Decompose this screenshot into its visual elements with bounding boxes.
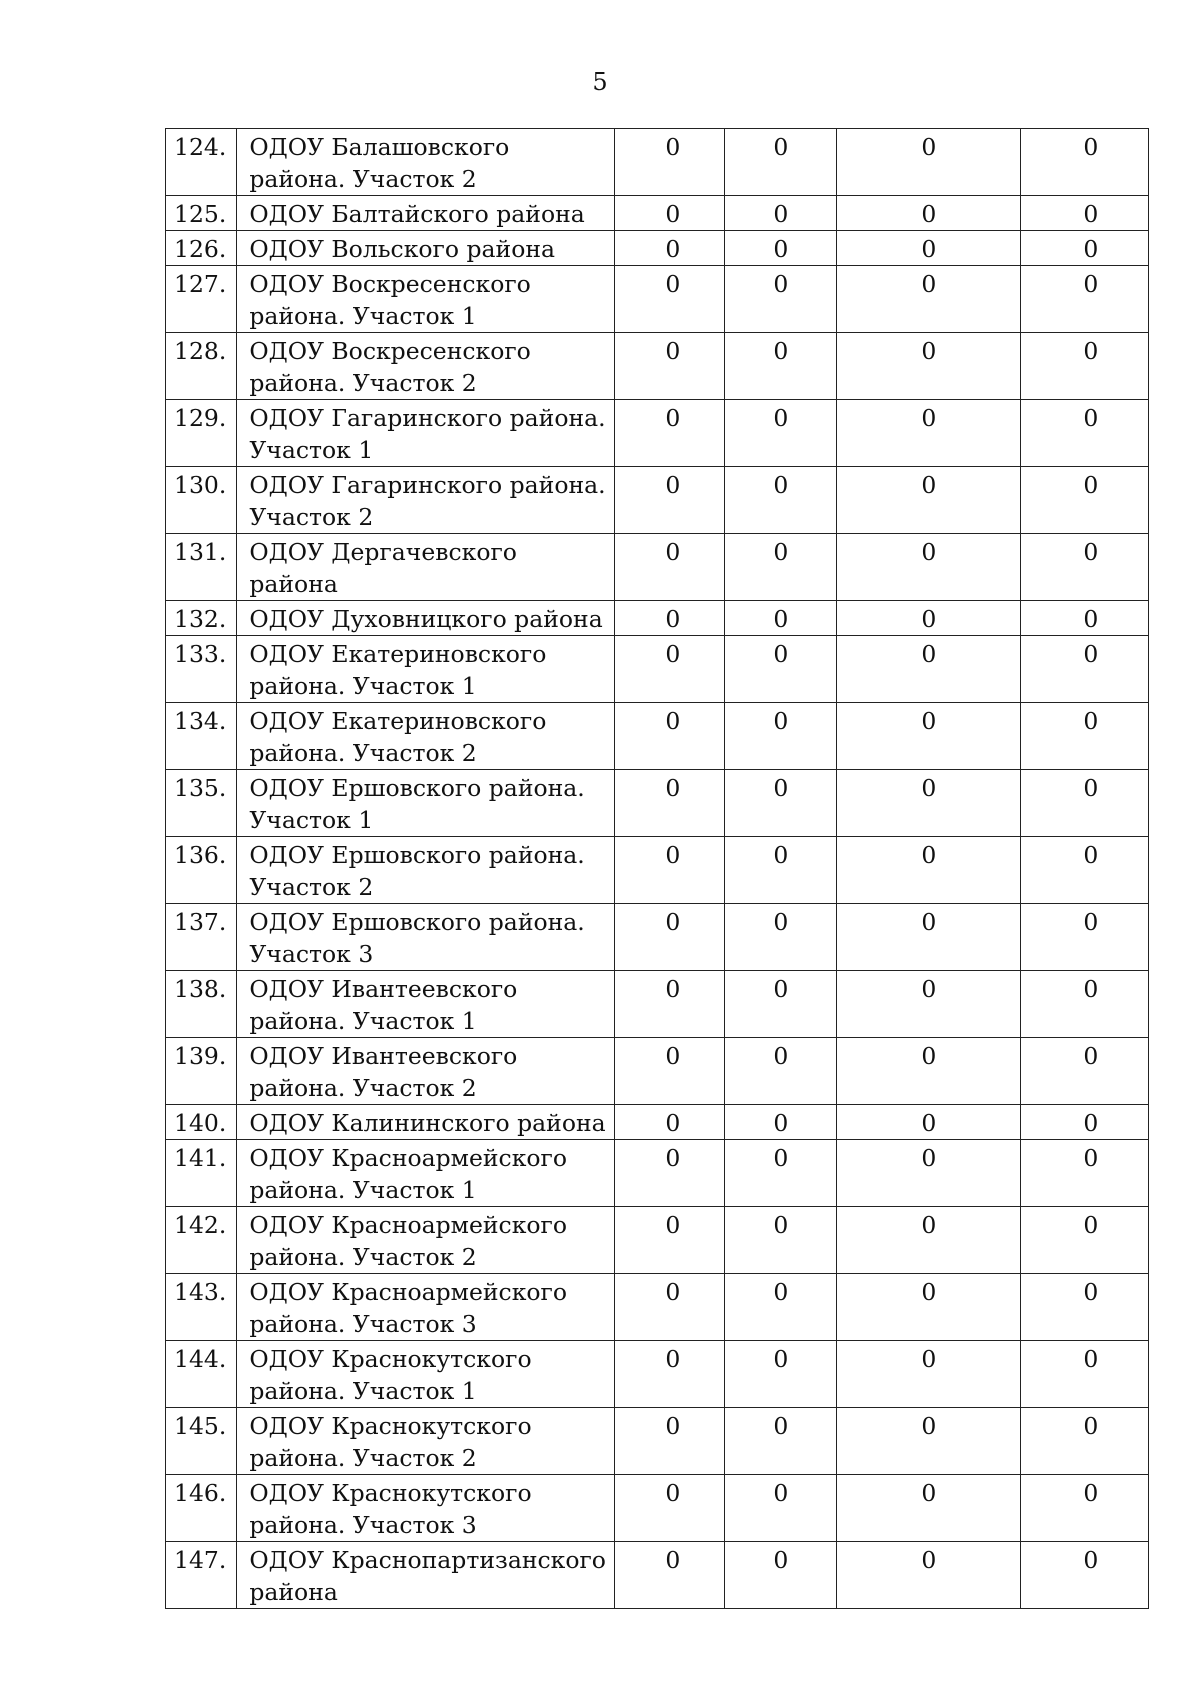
value-cell-1: 0	[615, 1140, 725, 1207]
table-row	[166, 1140, 1149, 1207]
row-number: 133.	[166, 636, 237, 703]
value-cell-4: 0	[1021, 1542, 1149, 1609]
data-table	[165, 128, 1149, 1609]
table-row	[166, 1475, 1149, 1542]
table-row	[166, 636, 1149, 703]
row-number: 144.	[166, 1341, 237, 1408]
value-cell-3: 0	[837, 703, 1021, 770]
page-number: 5	[592, 68, 608, 96]
organization-name: ОДОУ Ивантеевского района. Участок 1	[237, 971, 615, 1038]
value-cell-1: 0	[615, 904, 725, 971]
table-row	[166, 1105, 1149, 1140]
value-cell-4: 0	[1021, 467, 1149, 534]
value-cell-2: 0	[725, 467, 837, 534]
value-cell-4: 0	[1021, 837, 1149, 904]
row-number: 127.	[166, 266, 237, 333]
value-cell-1: 0	[615, 837, 725, 904]
row-number: 142.	[166, 1207, 237, 1274]
value-cell-4: 0	[1021, 904, 1149, 971]
value-cell-3: 0	[837, 129, 1021, 196]
value-cell-3: 0	[837, 1140, 1021, 1207]
row-number: 147.	[166, 1542, 237, 1609]
value-cell-3: 0	[837, 1475, 1021, 1542]
value-cell-4: 0	[1021, 636, 1149, 703]
organization-name: ОДОУ Балашовского района. Участок 2	[237, 129, 615, 196]
organization-name: ОДОУ Гагаринского района. Участок 1	[237, 400, 615, 467]
value-cell-3: 0	[837, 1105, 1021, 1140]
table-row	[166, 1207, 1149, 1274]
value-cell-4: 0	[1021, 1038, 1149, 1105]
organization-name: ОДОУ Краснопартизанского района	[237, 1542, 615, 1609]
organization-name: ОДОУ Краснокутского района. Участок 1	[237, 1341, 615, 1408]
table-row	[166, 1274, 1149, 1341]
value-cell-4: 0	[1021, 1140, 1149, 1207]
value-cell-1: 0	[615, 231, 725, 266]
organization-name: ОДОУ Красноармейского района. Участок 2	[237, 1207, 615, 1274]
value-cell-4: 0	[1021, 703, 1149, 770]
value-cell-2: 0	[725, 703, 837, 770]
value-cell-2: 0	[725, 266, 837, 333]
row-number: 136.	[166, 837, 237, 904]
value-cell-4: 0	[1021, 1207, 1149, 1274]
value-cell-2: 0	[725, 1408, 837, 1475]
table-row	[166, 1038, 1149, 1105]
value-cell-2: 0	[725, 129, 837, 196]
value-cell-1: 0	[615, 601, 725, 636]
row-number: 137.	[166, 904, 237, 971]
organization-name: ОДОУ Ивантеевского района. Участок 2	[237, 1038, 615, 1105]
value-cell-1: 0	[615, 196, 725, 231]
value-cell-4: 0	[1021, 971, 1149, 1038]
value-cell-3: 0	[837, 837, 1021, 904]
row-number: 124.	[166, 129, 237, 196]
value-cell-4: 0	[1021, 400, 1149, 467]
value-cell-2: 0	[725, 971, 837, 1038]
row-number: 134.	[166, 703, 237, 770]
row-number: 132.	[166, 601, 237, 636]
organization-name: ОДОУ Калининского района	[237, 1105, 615, 1140]
organization-name: ОДОУ Воскресенского района. Участок 1	[237, 266, 615, 333]
row-number: 140.	[166, 1105, 237, 1140]
value-cell-3: 0	[837, 400, 1021, 467]
value-cell-4: 0	[1021, 1408, 1149, 1475]
row-number: 135.	[166, 770, 237, 837]
table-row	[166, 837, 1149, 904]
row-number: 146.	[166, 1475, 237, 1542]
value-cell-3: 0	[837, 636, 1021, 703]
value-cell-4: 0	[1021, 231, 1149, 266]
value-cell-4: 0	[1021, 770, 1149, 837]
value-cell-2: 0	[725, 1475, 837, 1542]
table-row	[166, 231, 1149, 266]
value-cell-2: 0	[725, 196, 837, 231]
value-cell-4: 0	[1021, 1341, 1149, 1408]
value-cell-1: 0	[615, 129, 725, 196]
table-row	[166, 1408, 1149, 1475]
value-cell-2: 0	[725, 333, 837, 400]
table-row	[166, 129, 1149, 196]
value-cell-3: 0	[837, 266, 1021, 333]
value-cell-1: 0	[615, 1475, 725, 1542]
value-cell-2: 0	[725, 1341, 837, 1408]
value-cell-1: 0	[615, 1408, 725, 1475]
organization-name: ОДОУ Краснокутского района. Участок 3	[237, 1475, 615, 1542]
organization-name: ОДОУ Гагаринского района. Участок 2	[237, 467, 615, 534]
value-cell-4: 0	[1021, 1105, 1149, 1140]
table-row	[166, 601, 1149, 636]
value-cell-2: 0	[725, 534, 837, 601]
value-cell-2: 0	[725, 837, 837, 904]
value-cell-3: 0	[837, 333, 1021, 400]
row-number: 143.	[166, 1274, 237, 1341]
row-number: 130.	[166, 467, 237, 534]
value-cell-2: 0	[725, 1140, 837, 1207]
value-cell-3: 0	[837, 770, 1021, 837]
value-cell-2: 0	[725, 904, 837, 971]
value-cell-4: 0	[1021, 129, 1149, 196]
organization-name: ОДОУ Ершовского района. Участок 2	[237, 837, 615, 904]
value-cell-1: 0	[615, 1274, 725, 1341]
value-cell-2: 0	[725, 1105, 837, 1140]
value-cell-3: 0	[837, 1341, 1021, 1408]
table-row	[166, 196, 1149, 231]
row-number: 138.	[166, 971, 237, 1038]
organization-name: ОДОУ Ершовского района. Участок 3	[237, 904, 615, 971]
value-cell-2: 0	[725, 1542, 837, 1609]
organization-name: ОДОУ Ершовского района. Участок 1	[237, 770, 615, 837]
value-cell-4: 0	[1021, 333, 1149, 400]
row-number: 126.	[166, 231, 237, 266]
value-cell-1: 0	[615, 400, 725, 467]
value-cell-2: 0	[725, 1207, 837, 1274]
value-cell-3: 0	[837, 1542, 1021, 1609]
value-cell-1: 0	[615, 770, 725, 837]
table-body	[166, 129, 1149, 1609]
value-cell-3: 0	[837, 1207, 1021, 1274]
value-cell-4: 0	[1021, 534, 1149, 601]
value-cell-3: 0	[837, 467, 1021, 534]
value-cell-2: 0	[725, 770, 837, 837]
table-row	[166, 1542, 1149, 1609]
row-number: 125.	[166, 196, 237, 231]
row-number: 139.	[166, 1038, 237, 1105]
value-cell-1: 0	[615, 1207, 725, 1274]
row-number: 131.	[166, 534, 237, 601]
value-cell-4: 0	[1021, 1475, 1149, 1542]
organization-name: ОДОУ Дергачевского района	[237, 534, 615, 601]
table-row	[166, 400, 1149, 467]
value-cell-3: 0	[837, 971, 1021, 1038]
organization-name: ОДОУ Екатериновского района. Участок 1	[237, 636, 615, 703]
value-cell-1: 0	[615, 534, 725, 601]
value-cell-2: 0	[725, 1038, 837, 1105]
value-cell-1: 0	[615, 467, 725, 534]
table-row	[166, 266, 1149, 333]
table-row	[166, 971, 1149, 1038]
value-cell-3: 0	[837, 196, 1021, 231]
value-cell-1: 0	[615, 333, 725, 400]
value-cell-1: 0	[615, 1542, 725, 1609]
table-row	[166, 770, 1149, 837]
table-row	[166, 703, 1149, 770]
row-number: 145.	[166, 1408, 237, 1475]
table-row	[166, 534, 1149, 601]
table-row	[166, 1341, 1149, 1408]
value-cell-4: 0	[1021, 266, 1149, 333]
organization-name: ОДОУ Вольского района	[237, 231, 615, 266]
value-cell-3: 0	[837, 1274, 1021, 1341]
value-cell-4: 0	[1021, 601, 1149, 636]
value-cell-3: 0	[837, 534, 1021, 601]
value-cell-1: 0	[615, 636, 725, 703]
table-row	[166, 467, 1149, 534]
organization-name: ОДОУ Балтайского района	[237, 196, 615, 231]
organization-name: ОДОУ Духовницкого района	[237, 601, 615, 636]
row-number: 141.	[166, 1140, 237, 1207]
table-row	[166, 904, 1149, 971]
value-cell-1: 0	[615, 703, 725, 770]
value-cell-4: 0	[1021, 196, 1149, 231]
value-cell-2: 0	[725, 400, 837, 467]
value-cell-3: 0	[837, 231, 1021, 266]
organization-name: ОДОУ Екатериновского района. Участок 2	[237, 703, 615, 770]
value-cell-1: 0	[615, 266, 725, 333]
value-cell-3: 0	[837, 1038, 1021, 1105]
organization-name: ОДОУ Красноармейского района. Участок 1	[237, 1140, 615, 1207]
value-cell-2: 0	[725, 636, 837, 703]
organization-name: ОДОУ Воскресенского района. Участок 2	[237, 333, 615, 400]
value-cell-1: 0	[615, 971, 725, 1038]
row-number: 128.	[166, 333, 237, 400]
value-cell-3: 0	[837, 904, 1021, 971]
table-row	[166, 333, 1149, 400]
value-cell-1: 0	[615, 1341, 725, 1408]
value-cell-3: 0	[837, 601, 1021, 636]
organization-name: ОДОУ Красноармейского района. Участок 3	[237, 1274, 615, 1341]
organization-name: ОДОУ Краснокутского района. Участок 2	[237, 1408, 615, 1475]
value-cell-2: 0	[725, 1274, 837, 1341]
value-cell-1: 0	[615, 1038, 725, 1105]
value-cell-4: 0	[1021, 1274, 1149, 1341]
value-cell-2: 0	[725, 231, 837, 266]
row-number: 129.	[166, 400, 237, 467]
value-cell-1: 0	[615, 1105, 725, 1140]
value-cell-2: 0	[725, 601, 837, 636]
value-cell-3: 0	[837, 1408, 1021, 1475]
